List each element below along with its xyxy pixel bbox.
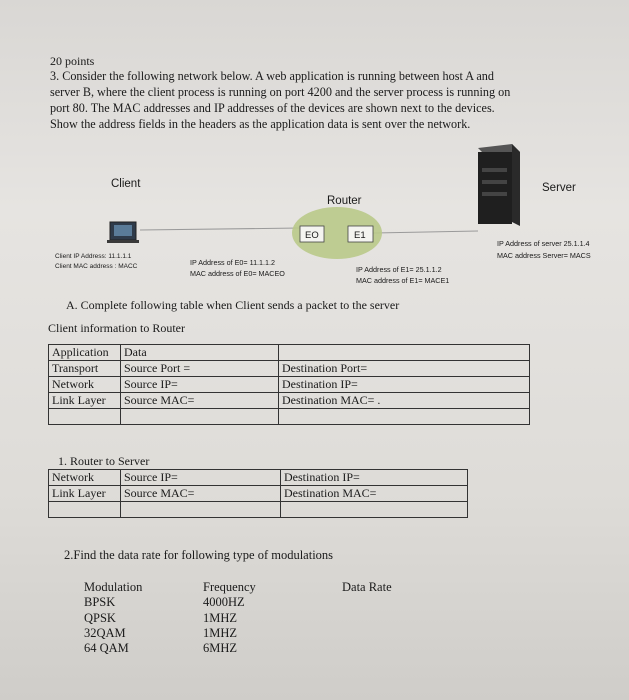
table-row [49, 502, 468, 518]
router-server-link [373, 231, 478, 233]
network-diagram [0, 140, 629, 300]
table-row [49, 345, 530, 361]
table-row [49, 486, 468, 502]
table-cell: Network [49, 377, 121, 393]
table-cell: Link Layer [49, 486, 121, 502]
client-to-router-table [48, 344, 530, 425]
table-row [49, 470, 468, 486]
server-ip-label: IP Address of server 25.1.1.4 [497, 239, 590, 248]
frequency-header: Frequency [203, 580, 256, 594]
table-cell: Transport [49, 361, 121, 377]
router-to-server-title: 1. Router to Server [58, 454, 150, 468]
port-e1-label: E1 [354, 230, 366, 241]
e0-ip-label: IP Address of E0= 11.1.1.2 [190, 258, 276, 267]
table-cell: Source Port = [121, 361, 279, 377]
question-line-2: server B, where the client process is running on port 4200 and the server process is running on [50, 85, 511, 99]
client-mac-label: Client MAC address : MACC [55, 263, 138, 270]
question-line-4: Show the address fields in the headers as the application data is sent over the network. [50, 117, 471, 131]
modulation-cell: 32QAM [84, 626, 126, 640]
table-cell [279, 345, 530, 361]
client-router-link [140, 228, 300, 230]
table-cell: Destination IP= [279, 377, 530, 393]
table-cell: Destination MAC= . [279, 393, 530, 409]
e1-mac-label: MAC address of E1= MACE1 [356, 276, 450, 285]
data-rate-header: Data Rate [342, 580, 392, 594]
table-cell [279, 409, 530, 425]
server-mac-label: MAC address Server= MACS [497, 251, 591, 260]
table-cell: Destination Port= [279, 361, 530, 377]
laptop-icon [107, 222, 139, 243]
table-cell: Destination IP= [281, 470, 468, 486]
table-cell: Link Layer [49, 393, 121, 409]
table-cell [121, 502, 281, 518]
table-cell: Source MAC= [121, 393, 279, 409]
frequency-cell: 4000HZ [203, 595, 245, 609]
table-cell: Application [49, 345, 121, 361]
table-row [49, 377, 530, 393]
part-2-title: 2.Find the data rate for following type of modulations [64, 548, 334, 562]
table-row [49, 393, 530, 409]
modulation-header: Modulation [84, 580, 143, 594]
table-cell [49, 502, 121, 518]
part-a-title: A. Complete following table when Client sends a packet to the server [66, 298, 400, 312]
server-label: Server [542, 182, 576, 194]
port-e0-label: EO [305, 230, 319, 241]
modulation-cell: 64 QAM [84, 641, 129, 655]
client-label: Client [111, 178, 141, 190]
client-ip-label: Client IP Address: 11.1.1.1 [55, 253, 132, 260]
table-cell [49, 409, 121, 425]
router-label: Router [327, 195, 362, 207]
table-cell: Network [49, 470, 121, 486]
modulation-cell: QPSK [84, 611, 116, 625]
table-cell [121, 409, 279, 425]
table-cell [281, 502, 468, 518]
part-a-subtitle: Client information to Router [48, 321, 185, 335]
table-row [49, 361, 530, 377]
server-icon [478, 144, 520, 226]
frequency-cell: 6MHZ [203, 641, 238, 655]
router-to-server-table [48, 469, 468, 518]
table-cell: Source IP= [121, 470, 281, 486]
e1-ip-label: IP Address of E1= 25.1.1.2 [356, 265, 442, 274]
e0-mac-label: MAC address of E0= MACEO [190, 269, 285, 278]
question-line-1: 3. Consider the following network below. A web application is running between host A and [50, 69, 494, 83]
table-cell: Source MAC= [121, 486, 281, 502]
table-cell: Destination MAC= [281, 486, 468, 502]
points-label: 20 points [50, 54, 95, 68]
modulation-cell: BPSK [84, 595, 116, 609]
table-cell: Source IP= [121, 377, 279, 393]
table-cell: Data [121, 345, 279, 361]
frequency-cell: 1MHZ [203, 626, 238, 640]
frequency-cell: 1MHZ [203, 611, 238, 625]
question-line-3: port 80. The MAC addresses and IP addresses of the devices are shown next to the devices. [50, 101, 495, 115]
table-row [49, 409, 530, 425]
